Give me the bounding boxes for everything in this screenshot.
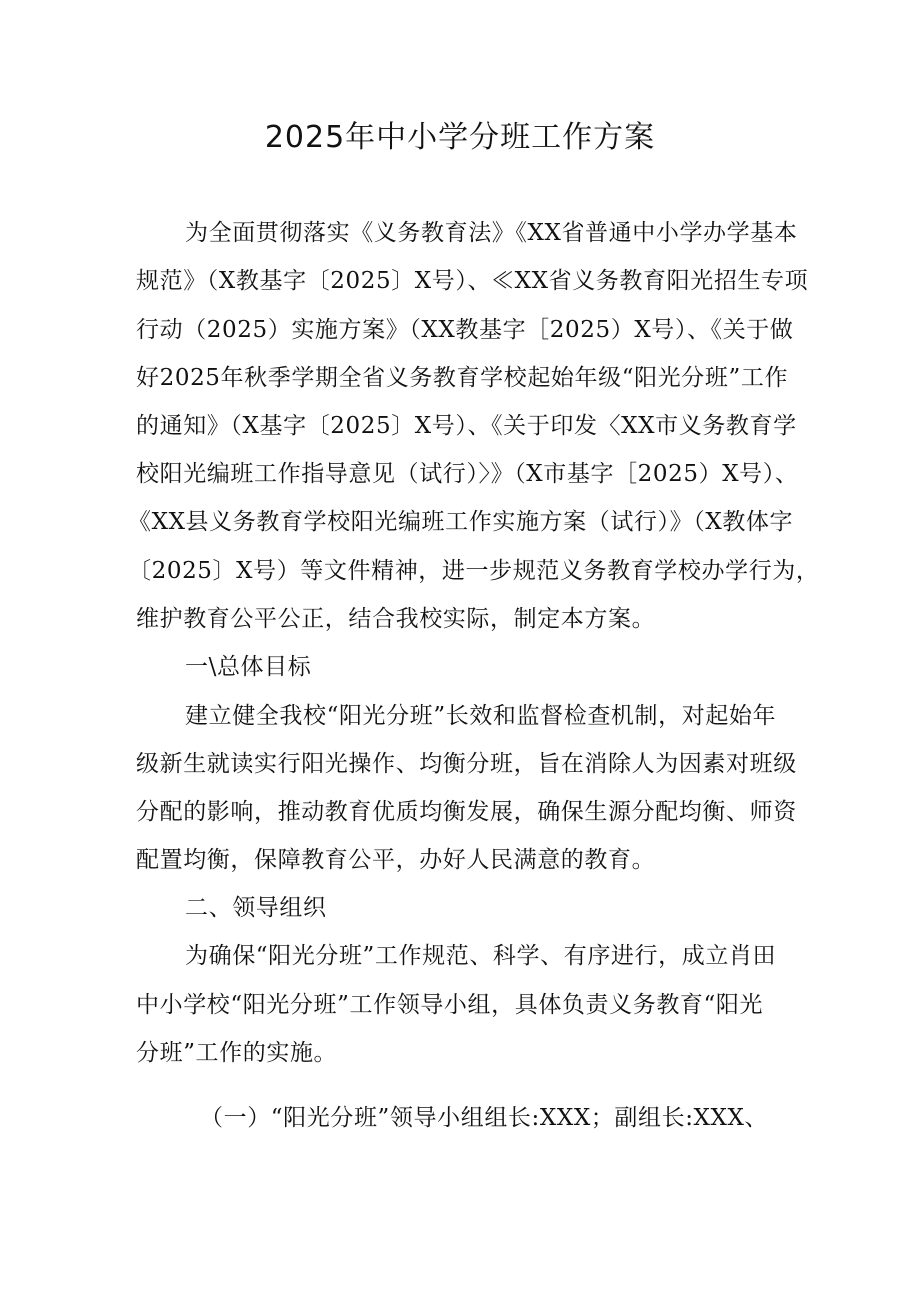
section-heading: 一\总体目标 [185,654,312,680]
paragraph-line: 分班”工作的实施。 [136,1040,338,1066]
section-heading: 二、领导组织 [185,895,327,921]
paragraph-line: 分配的影响，推动教育优质均衡发展，确保生源分配均衡、师资 [136,799,797,825]
paragraph-line: 好2025年秋季学期全省义务教育学校起始年级“阳光分班”工作 [136,365,789,391]
paragraph-line: 规范》（X教基字〔2025〕X号）、≪XX省义务教育阳光招生专项 [136,268,809,294]
paragraph-line: 《XX县义务教育学校阳光编班工作实施方案（试行）》（X教体字 [128,509,794,535]
paragraph-line: 中小学校“阳光分班”工作领导小组，具体负责义务教育“阳光 [136,992,764,1018]
paragraph-line: 维护教育公平公正，结合我校实际，制定本方案。 [136,606,656,632]
paragraph-line: 配置均衡，保障教育公平，办好人民满意的教育。 [136,847,656,873]
paragraph-line: 为全面贯彻落实《义务教育法》《XX省普通中小学办学基本 [185,220,798,246]
paragraph-line: 为确保“阳光分班”工作规范、科学、有序进行，成立肖田 [185,943,777,969]
subsection-line: （一）“阳光分班”领导小组组长:XXX；副组长:XXX、 [200,1105,769,1131]
paragraph-line: 〔2025〕X号）等文件精神，进一步规范义务教育学校办学行为， [128,558,820,584]
paragraph-line: 建立健全我校“阳光分班”长效和监督检查机制，对起始年 [185,703,777,729]
paragraph-line: 校阳光编班工作指导意见（试行）〉》（X市基字［2025）X号）、 [136,461,799,487]
paragraph-line: 行动（2025）实施方案》（XX教基字［2025）X号）、《关于做 [136,317,794,343]
paragraph-line: 的通知》（X基字〔2025〕X号）、《关于印发〈XX市义务教育学 [136,413,797,439]
paragraph-line: 级新生就读实行阳光操作、均衡分班，旨在消除人为因素对班级 [136,751,797,777]
document-title: 2025年中小学分班工作方案 [264,120,656,155]
